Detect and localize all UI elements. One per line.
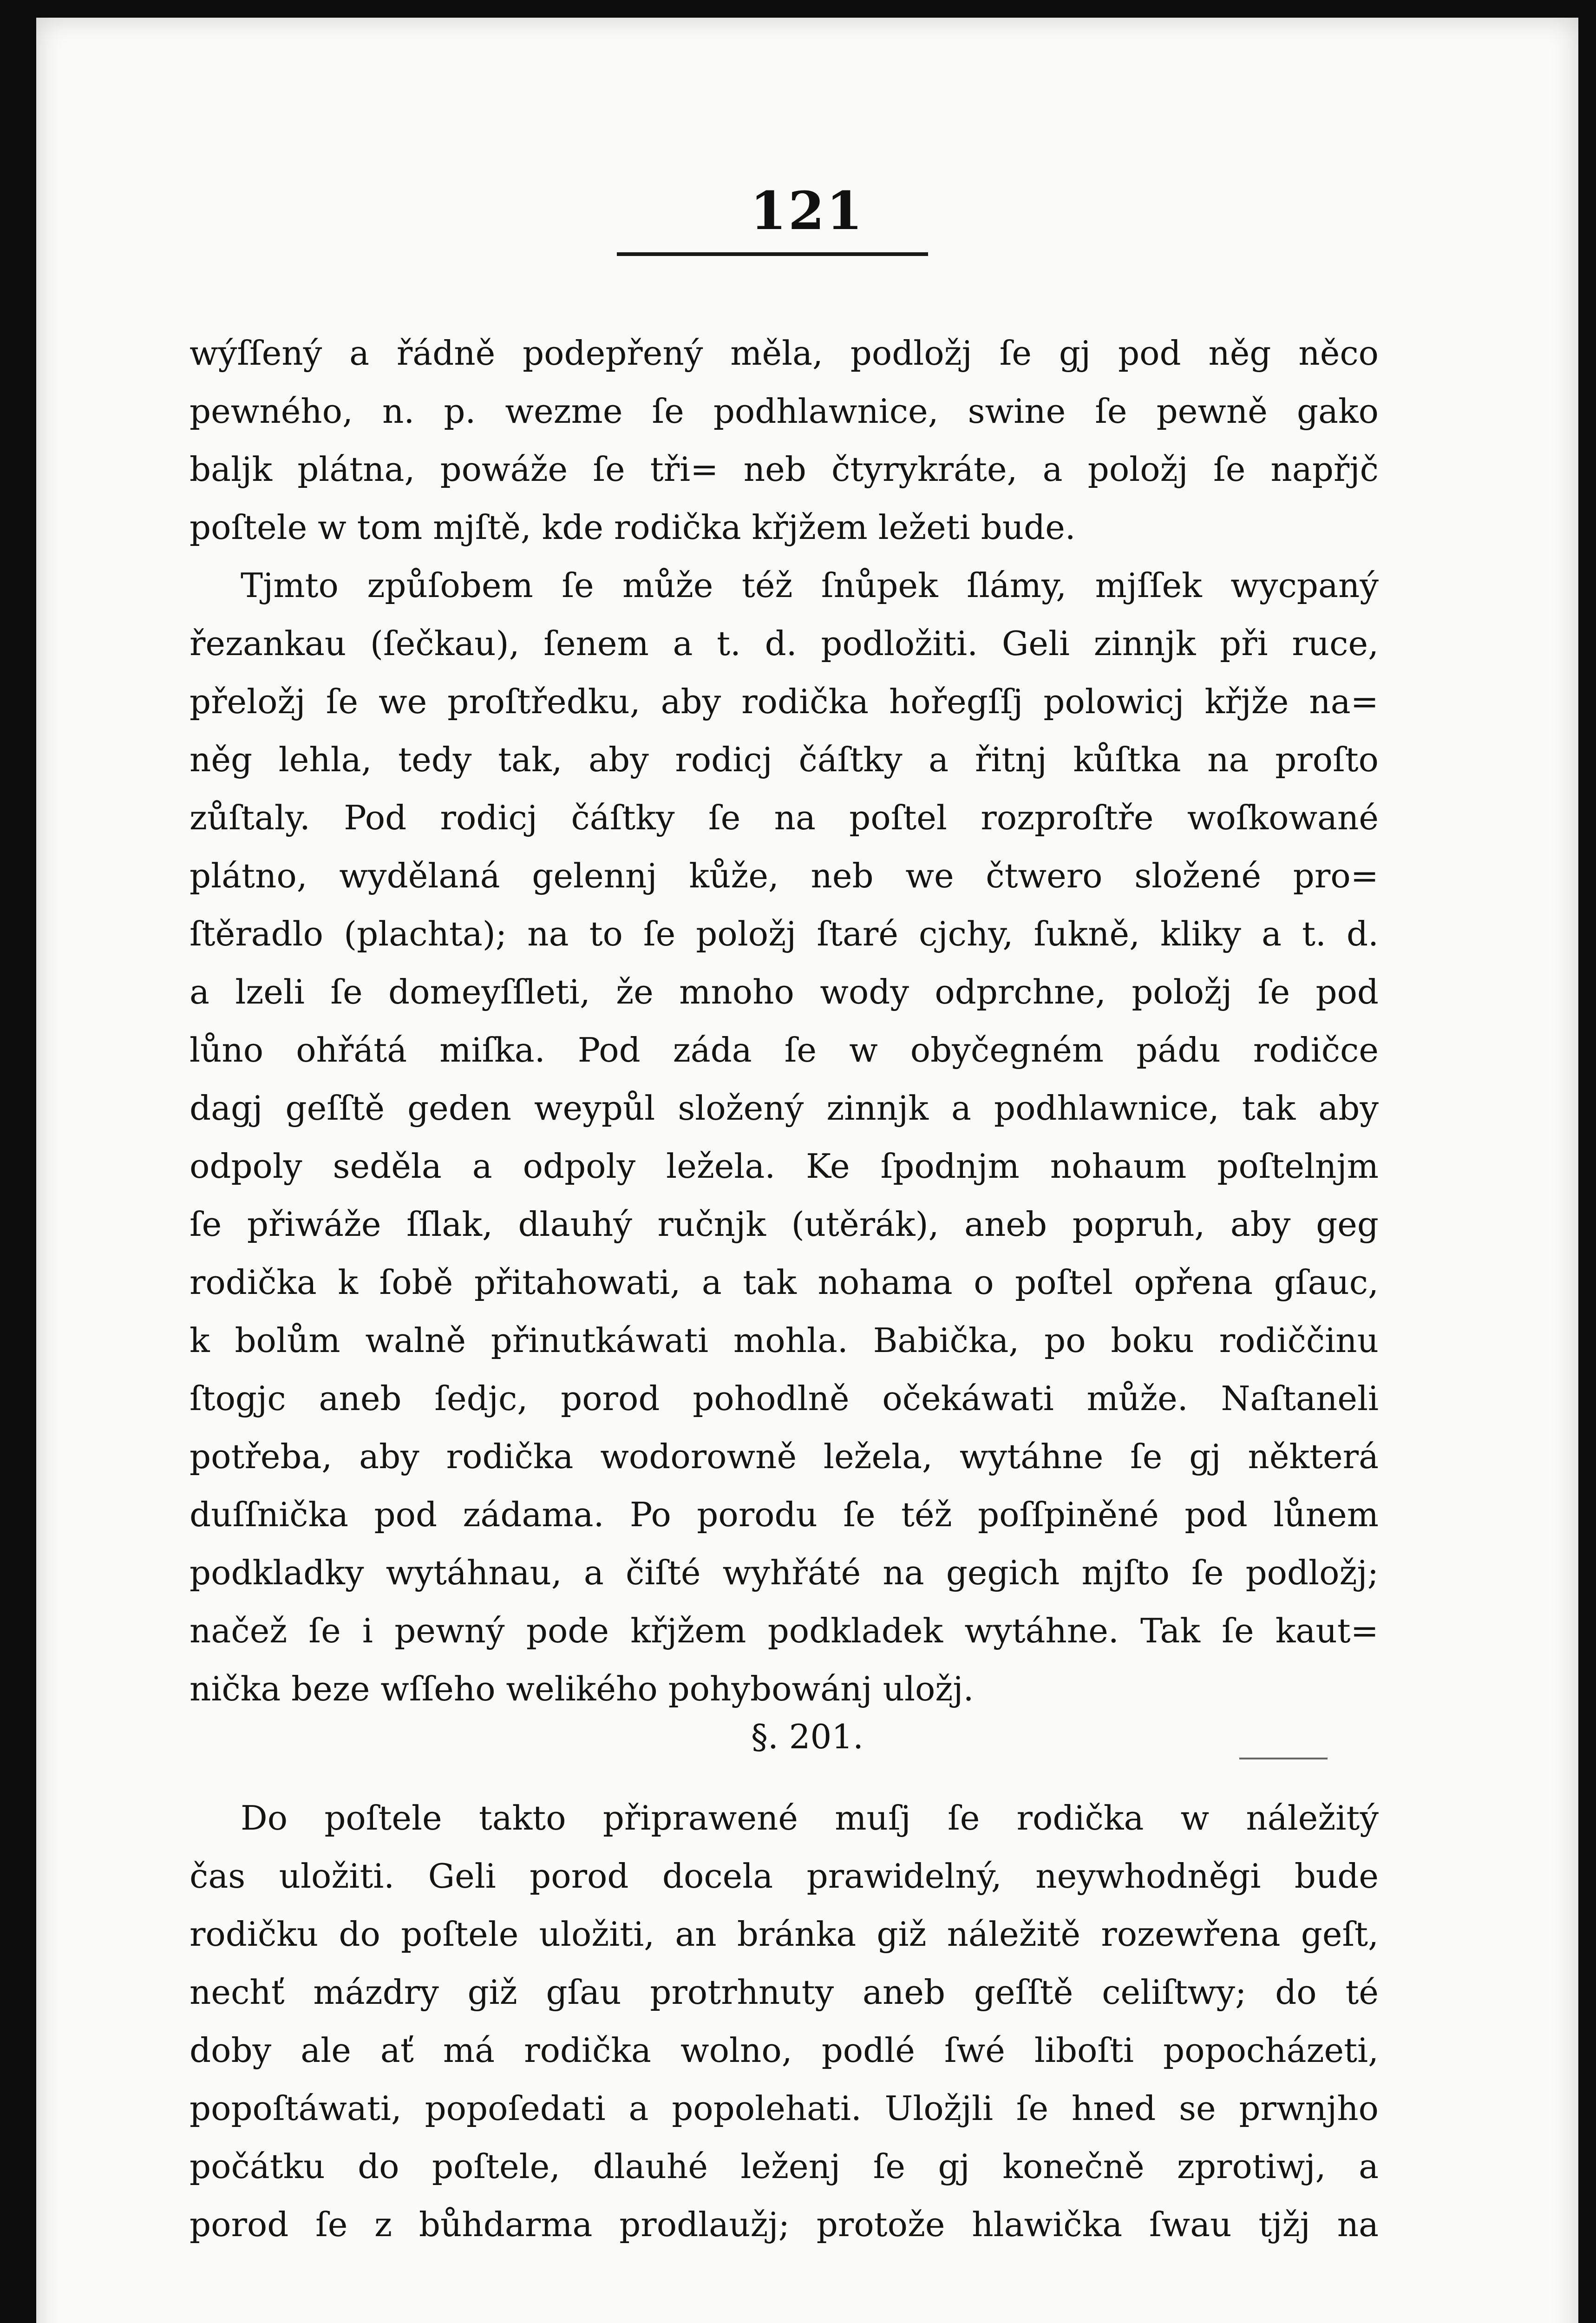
text-line: pewného, n. p. wezme ſe podhlawnice, swine ſe pewně gako xyxy=(190,392,1379,431)
text-line: ſtěradlo (plachta); na to ſe položj ſtaré cjchy, ſukně, kliky a t. d. xyxy=(190,914,1379,953)
text-line: počátku do poſtele, dlauhé leženj ſe gj konečně zprotiwj, a xyxy=(190,2147,1379,2186)
text-line: ſtogjc aneb ſedjc, porod pohodlně očekáwati může. Naſtaneli xyxy=(190,1379,1379,1418)
text-line: něg lehla, tedy tak, aby rodicj čáſtky a řitnj kůſtka na proſto xyxy=(190,740,1379,779)
text-line: lůno ohřátá miſka. Pod záda ſe w obyčegném pádu rodičce xyxy=(190,1030,1379,1070)
text-line: wýſſený a řádně podepřený měla, podložj ſe gj pod něg něco xyxy=(190,334,1379,373)
text-line: a lzeli ſe domeyſſleti, že mnoho wody odprchne, položj ſe pod xyxy=(190,972,1379,1011)
book-page xyxy=(36,18,1578,2323)
text-line: nička beze wſſeho welikého pohybowánj uložj. xyxy=(190,1669,974,1708)
text-line: doby ale ať má rodička wolno, podlé ſwé liboſti popocházeti, xyxy=(190,2031,1379,2070)
text-line: rodička k ſobě přitahowati, a tak nohama o poſtel opřena gſauc, xyxy=(190,1263,1379,1302)
text-line: řezankau (ſečkau), ſenem a t. d. podložiti. Geli zinnjk při ruce, xyxy=(190,624,1379,663)
text-line: Tjmto způſobem ſe může též ſnůpek ſlámy, mjſſek wycpaný xyxy=(241,566,1379,605)
paragraph-1 xyxy=(190,324,1379,1718)
text-line: ſe přiwáže ſſlak, dlauhý ručnjk (utěrák), aneb popruh, aby geg xyxy=(190,1205,1379,1244)
text-line: porod ſe z bůhdarma prodlaužj; protože hlawička ſwau tjžj na xyxy=(190,2205,1379,2244)
text-line: plátno, wydělaná gelennj kůže, neb we čtwero složené pro= xyxy=(190,856,1379,895)
paragraph-2 xyxy=(190,1789,1379,2254)
text-line: podkladky wytáhnau, a čiſté wyhřáté na gegich mjſto ſe podložj; xyxy=(190,1553,1379,1592)
text-line: potřeba, aby rodička wodorowně ležela, wytáhne ſe gj některá xyxy=(190,1437,1379,1476)
page-number-rule xyxy=(617,252,928,256)
text-line: duſſnička pod zádama. Po porodu ſe též poſſpiněné pod lůnem xyxy=(190,1495,1379,1534)
text-line: zůſtaly. Pod rodicj čáſtky ſe na poſtel rozproſtře woſkowané xyxy=(190,798,1379,837)
text-line: načež ſe i pewný pode křjžem podkladek wytáhne. Tak ſe kaut= xyxy=(190,1611,1379,1650)
text-line: odpoly seděla a odpoly ležela. Ke ſpodnjm nohaum poſtelnjm xyxy=(190,1147,1379,1186)
text-line: baljk plátna, powáže ſe tři= neb čtyrykráte, a položj ſe napřjč xyxy=(190,450,1379,489)
text-line: k bolům walně přinutkáwati mohla. Babička, po boku rodiččinu xyxy=(190,1321,1379,1360)
text-line: Do poſtele takto připrawené muſj ſe rodička w náležitý xyxy=(241,1798,1379,1837)
text-line: přeložj ſe we proſtředku, aby rodička hořegſſj polowicj křjže na= xyxy=(190,682,1379,721)
text-line: rodičku do poſtele uložiti, an bránka giž náležitě rozewřena geſt, xyxy=(190,1915,1379,1954)
pencil-mark xyxy=(1239,1758,1328,1759)
section-heading: §. 201. xyxy=(751,1717,864,1756)
page-number: 121 xyxy=(750,181,864,242)
text-line: popoſtáwati, popoſedati a popolehati. Uložjli ſe hned se prwnjho xyxy=(190,2089,1379,2128)
text-line: nechť mázdry giž gſau protrhnuty aneb geſſtě celiſtwy; do té xyxy=(190,1973,1379,2012)
text-line: dagj geſſtě geden weypůl složený zinnjk a podhlawnice, tak aby xyxy=(190,1089,1379,1128)
text-line: poſtele w tom mjſtě, kde rodička křjžem ležeti bude. xyxy=(190,508,1076,547)
text-line: čas uložiti. Geli porod docela prawidelný, neywhodněgi bude xyxy=(190,1857,1379,1896)
